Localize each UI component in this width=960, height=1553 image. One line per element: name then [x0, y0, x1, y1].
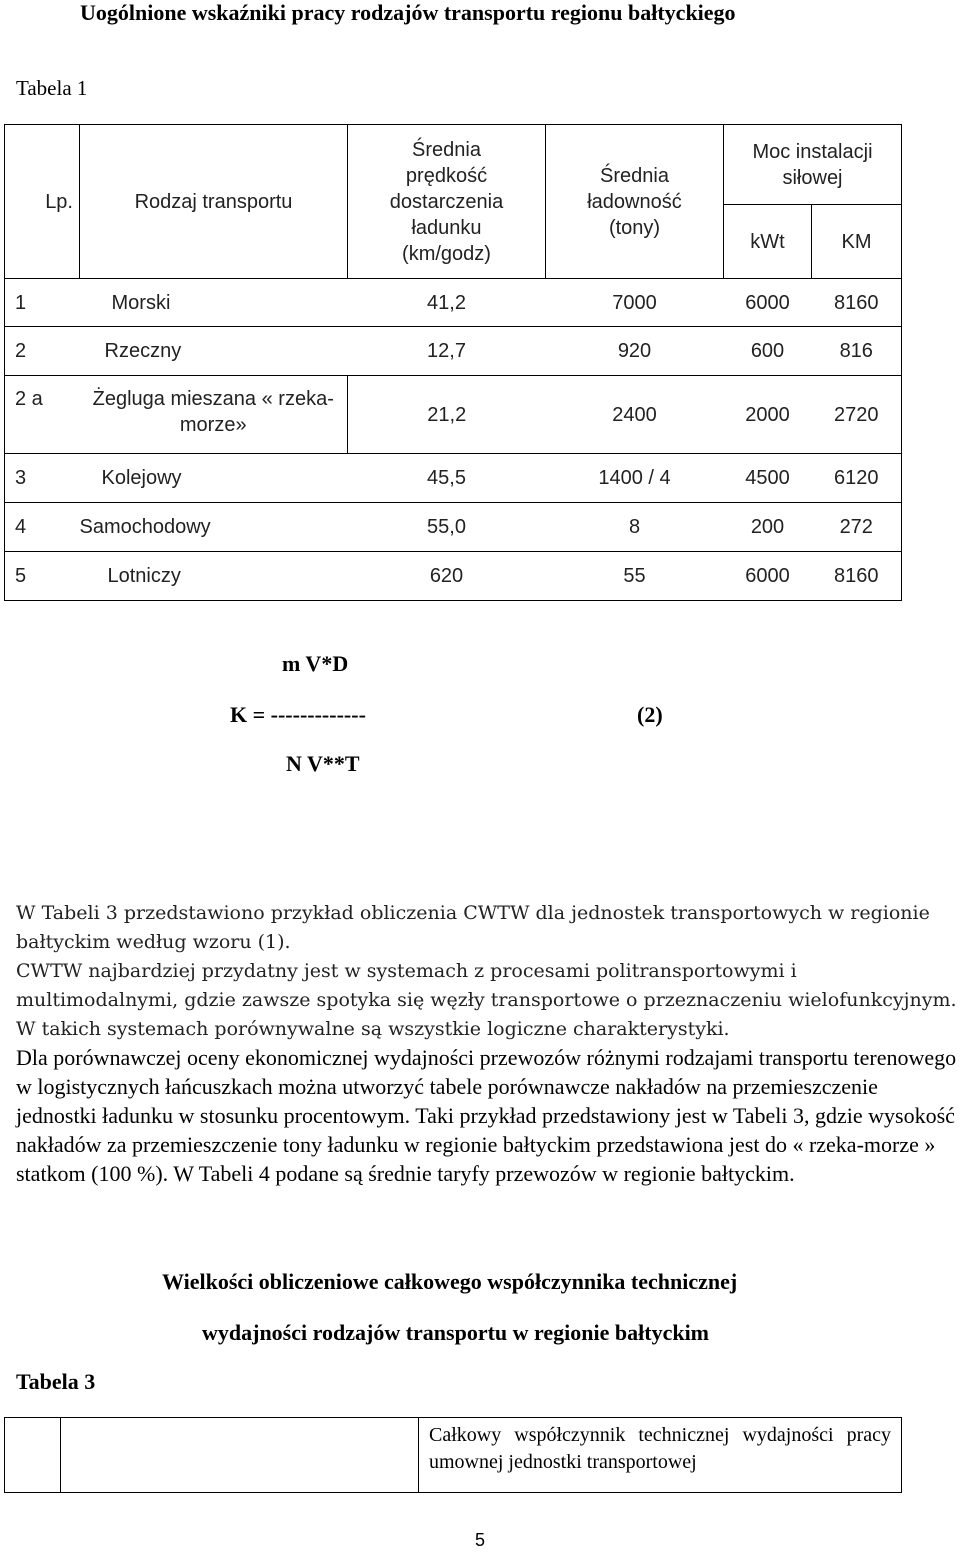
cell-ladownosc: 920 [546, 327, 724, 376]
cell-km: 8160 [812, 552, 902, 601]
formula-main: K = ------------- [230, 702, 366, 727]
header-predkosc: Średnia prędkość dostarczenia ładunku (km/godz) [348, 125, 546, 279]
cell-ladownosc: 55 [546, 552, 724, 601]
formula-number: (2) [637, 702, 663, 727]
table-row [5, 503, 902, 552]
cell-km: 2720 [812, 376, 902, 454]
transport-indicators-table [4, 124, 902, 601]
table3-header-cell: Całkowy współczynnik technicznej wydajności pracy umownej jednostki transportowej [419, 1418, 902, 1493]
header-ladownosc: Średnia ładowność (tony) [546, 125, 724, 279]
table-row [5, 376, 902, 454]
cell-predkosc: 41,2 [348, 279, 546, 327]
cell-ladownosc: 1400 / 4 [546, 454, 724, 503]
table3-empty-cell [5, 1418, 61, 1493]
heading-table3-line1: Wielkości obliczeniowe całkowego współczynnika technicznej [162, 1269, 738, 1294]
table-row [5, 327, 902, 376]
cell-km: 8160 [812, 279, 902, 327]
page-title: Uogólnione wskaźniki pracy rodzajów transportu regionu bałtyckiego [80, 0, 736, 25]
cell-lp: 4 [5, 503, 80, 552]
cell-predkosc: 55,0 [348, 503, 546, 552]
cell-rodzaj: Kolejowy [80, 454, 348, 503]
paragraph-2: CWTW najbardziej przydatny jest w systemach z procesami politransportowymi i multimodalnymi, gdzie zawsze spotyka się węzły transportowe o przeznaczeniu wielofunkcyjnym. W takich systemach porównywalne są wszystkie logiczne charakterystyki. [16, 960, 957, 1040]
technical-efficiency-table [4, 1417, 902, 1493]
table-row [5, 279, 902, 327]
header-moc: Moc instalacji siłowej [724, 125, 902, 205]
cell-ladownosc: 8 [546, 503, 724, 552]
cell-lp: 1 [5, 279, 80, 327]
table1-label: Tabela 1 [16, 76, 88, 100]
cell-predkosc: 45,5 [348, 454, 546, 503]
cell-ladownosc: 2400 [546, 376, 724, 454]
header-lp: Lp. [5, 125, 80, 279]
cell-kwt: 600 [724, 327, 812, 376]
cell-lp: 2 [5, 327, 80, 376]
table3-label: Tabela 3 [16, 1369, 96, 1394]
cell-predkosc: 12,7 [348, 327, 546, 376]
cell-km: 272 [812, 503, 902, 552]
formula-numerator: m V*D [282, 651, 349, 676]
cell-kwt: 200 [724, 503, 812, 552]
cell-lp: 2 a [5, 376, 80, 454]
cell-ladownosc: 7000 [546, 279, 724, 327]
table-row [5, 552, 902, 601]
cell-rodzaj: Samochodowy [80, 503, 348, 552]
heading-table3-line2: wydajności rodzajów transportu w regionie bałtyckim [202, 1320, 710, 1345]
cell-rodzaj: Żegluga mieszana « rzeka-morze» [80, 376, 348, 454]
cell-rodzaj: Morski [80, 279, 348, 327]
cell-kwt: 6000 [724, 552, 812, 601]
table3-empty-cell [61, 1418, 419, 1493]
header-rodzaj: Rodzaj transportu [80, 125, 348, 279]
page-number: 5 [474, 1530, 485, 1550]
header-kwt: kWt [724, 205, 812, 279]
cell-predkosc: 21,2 [348, 376, 546, 454]
cell-km: 816 [812, 327, 902, 376]
cell-rodzaj: Rzeczny [80, 327, 348, 376]
table-row [5, 454, 902, 503]
formula-denominator: N V**T [286, 751, 360, 776]
cell-kwt: 6000 [724, 279, 812, 327]
paragraph-3: Dla porównawczej oceny ekonomicznej wydajności przewozów różnymi rodzajami transportu terenowego w logistycznych łańcuszkach można utworzyć tabele porównawcze nakładów na przemieszczenie jednostki ładunku w stosunku procentowym. Taki przykład przedstawiony jest w Tabeli 3, gdzie wysokość nakładów za przemieszczenie tony ładunku w regionie bałtyckim przedstawiona jest do « rzeka-morze » statkom (100 %). W Tabeli 4 podane są średnie taryfy przewozów w regionie bałtyckim. [16, 1045, 957, 1186]
cell-lp: 5 [5, 552, 80, 601]
cell-predkosc: 620 [348, 552, 546, 601]
cell-rodzaj: Lotniczy [80, 552, 348, 601]
cell-kwt: 4500 [724, 454, 812, 503]
cell-kwt: 2000 [724, 376, 812, 454]
cell-km: 6120 [812, 454, 902, 503]
paragraph-1: W Tabeli 3 przedstawiono przykład obliczenia CWTW dla jednostek transportowych w regionie bałtyckim według wzoru (1). [16, 902, 930, 953]
header-km: KM [812, 205, 902, 279]
cell-lp: 3 [5, 454, 80, 503]
